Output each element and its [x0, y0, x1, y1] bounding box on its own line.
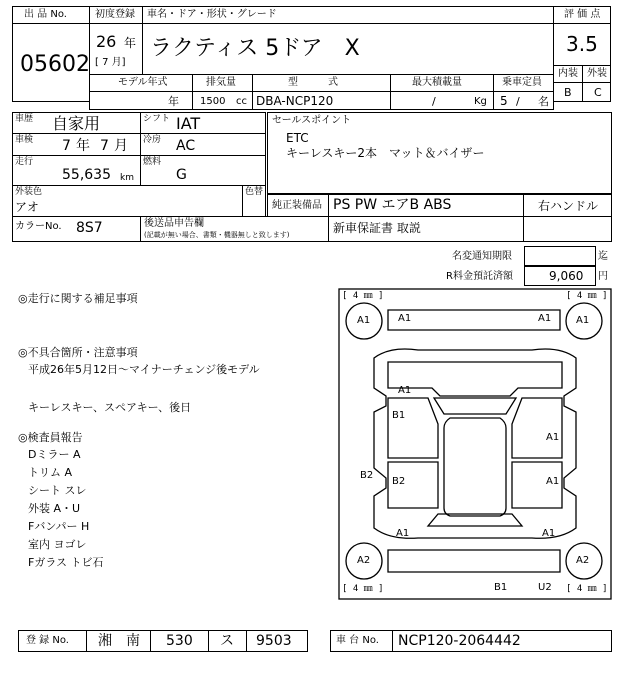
mark-front-bumper-left: A1 — [398, 313, 412, 324]
rear-bumper-shape — [388, 550, 560, 572]
factory-equip-value: PS PW エアB ABS — [333, 197, 452, 213]
mark-rear-left: A1 — [396, 528, 410, 539]
max-load-unit: Kg — [474, 96, 487, 107]
inspection-label: 車検 — [15, 135, 34, 145]
defects-title: ◎不具合箇所・注意事項 — [18, 346, 138, 359]
plate-number: 9503 — [256, 633, 292, 649]
mark-rear-bumper-u: U2 — [538, 582, 552, 593]
color-change-label: 色替 — [245, 187, 264, 197]
chassis-label: 車 台 No. — [336, 635, 379, 646]
mark-wheel-front-right: A1 — [576, 315, 590, 326]
plate-label: 登 録 No. — [26, 635, 69, 646]
displacement-label: 排気量 — [206, 77, 236, 88]
odo-change-field — [524, 246, 596, 266]
recycle-label: R料金預託済額 — [446, 271, 513, 282]
max-load-label: 最大積載量 — [412, 77, 462, 88]
shift-value: IAT — [176, 114, 201, 133]
plate-class: 530 — [166, 633, 193, 649]
car-body-outline — [374, 349, 576, 538]
sales-point-line2: キーレスキー2本 マット＆バイザー — [286, 146, 485, 160]
inspector-line: 外装 A・U — [28, 502, 81, 515]
capacity-label: 乗車定員 — [502, 77, 542, 88]
inspector-title: ◎検査員報告 — [18, 431, 83, 444]
factory-equip-label: 純正装備品 — [272, 200, 322, 211]
mark-rear-left-door: B2 — [392, 476, 406, 487]
capacity-unit: 名 — [538, 95, 549, 108]
inspection-year: 7 — [62, 138, 71, 154]
exterior-label: 外装 — [587, 68, 607, 79]
plate-region: 湘 南 — [98, 633, 140, 649]
year-unit: 年 — [124, 36, 137, 50]
mark-rear-right: A1 — [542, 528, 556, 539]
displacement-unit: cc — [236, 96, 247, 107]
chassis-number: NCP120-2064442 — [398, 633, 521, 649]
mark-front-left-door: B1 — [392, 410, 406, 421]
capacity-value: 5 — [500, 94, 508, 108]
interior-grade: B — [564, 86, 572, 99]
score-value: 3.5 — [566, 32, 598, 56]
exterior-grade: C — [594, 86, 602, 99]
mark-wheel-rear-right: A2 — [576, 555, 590, 566]
hood-shape — [388, 362, 562, 396]
fuel-label: 燃料 — [143, 157, 162, 167]
lot-number: 05602 — [20, 52, 90, 77]
inspector-line: Dミラー A — [28, 448, 81, 461]
type-value: DBA-NCP120 — [256, 94, 334, 108]
history-value: 自家用 — [52, 114, 101, 133]
warranty-docs: 新車保証書 取説 — [333, 221, 421, 235]
inspection-month: 7 — [100, 138, 109, 154]
door-front-left-shape — [388, 398, 438, 458]
roof-shape — [444, 418, 506, 516]
car-damage-diagram — [338, 288, 612, 600]
aftermarket-label: 後送品申告欄 — [144, 218, 204, 229]
tire-tread-bottom-right: [ 4 ㎜ ] — [566, 584, 608, 594]
ext-color-value: アオ — [15, 200, 39, 214]
shift-label: シフト — [143, 114, 171, 124]
ac-value: AC — [176, 138, 196, 154]
recycle-unit: 円 — [598, 271, 608, 282]
model-grade-label: 車名・ドア・形状・グレード — [147, 9, 277, 20]
mark-right-front-door: A1 — [546, 432, 560, 443]
first-reg-label: 初度登録 — [95, 9, 135, 20]
handle-side: 右ハンドル — [538, 199, 599, 213]
color-no-value: 8S7 — [76, 220, 103, 236]
windshield-shape — [434, 398, 516, 414]
mark-hood-left: A1 — [398, 385, 412, 396]
mark-front-bumper-right: A1 — [538, 313, 552, 324]
history-label: 車歴 — [15, 114, 34, 124]
odo-change-label: 名変通知期限 — [452, 251, 512, 262]
model-year-value: 年 — [168, 95, 179, 108]
history-box — [12, 112, 266, 186]
inspector-line: Fガラス トビ石 — [28, 556, 104, 569]
inspector-line: 室内 ヨゴレ — [28, 538, 87, 551]
door-front-right-shape — [512, 398, 562, 458]
mark-wheel-front-left: A1 — [357, 315, 371, 326]
defects-line1: 平成26年5月12日～マイナーチェンジ後モデル — [28, 363, 260, 376]
mark-rear-bumper-b: B1 — [494, 582, 508, 593]
first-reg-month: [ 7 月] — [95, 57, 126, 68]
aftermarket-note: (記載が無い場合、書類・機器無しと致します) — [144, 231, 290, 239]
fuel-value: G — [176, 167, 187, 183]
mileage-unit: km — [120, 173, 134, 183]
inspection-month-unit: 月 — [114, 138, 128, 154]
displacement-value: 1500 — [200, 96, 226, 107]
interior-label: 内装 — [558, 68, 578, 79]
tire-tread-top-left: [ 4 ㎜ ] — [342, 291, 384, 301]
score-label: 評 価 点 — [564, 9, 601, 20]
max-load-value: / — [432, 95, 436, 108]
mark-right-rear-door: A1 — [546, 476, 560, 487]
recycle-value: 9,060 — [549, 269, 584, 283]
tire-tread-bottom-left: [ 4 ㎜ ] — [342, 584, 384, 594]
ac-label: 冷房 — [143, 135, 162, 145]
inspection-year-unit: 年 — [76, 138, 90, 154]
mileage-notes-title: ◎走行に関する補足事項 — [18, 292, 138, 305]
ext-color-label: 外装色 — [15, 187, 43, 197]
defects-line2: キーレスキー、スペアキー、後日 — [28, 401, 192, 414]
car-name: ラクティス 5ドア X — [150, 36, 360, 61]
front-bumper-shape — [388, 310, 560, 330]
inspector-line: シート スレ — [28, 484, 87, 497]
sales-point-line1: ETC — [286, 131, 309, 145]
tire-tread-top-right: [ 4 ㎜ ] — [566, 291, 608, 301]
sales-point-label: セールスポイント — [272, 115, 352, 126]
mileage-label: 走行 — [15, 157, 34, 167]
type-label: 型 式 — [288, 77, 338, 88]
lot-label: 出 品 No. — [24, 9, 67, 20]
capacity-sep: / — [516, 95, 520, 108]
mark-wheel-rear-left: A2 — [357, 555, 371, 566]
mileage-value: 55,635 — [62, 167, 111, 183]
model-year-label: モデル年式 — [118, 77, 168, 88]
plate-kana: ス — [220, 633, 234, 649]
first-reg-year: 26 — [96, 32, 117, 51]
inspector-line: Fバンパー H — [28, 520, 90, 533]
ext-color-box — [12, 185, 266, 217]
inspector-line: トリム A — [28, 466, 73, 479]
odo-change-unit: 迄 — [598, 251, 608, 262]
color-no-label: カラーNo. — [15, 221, 62, 232]
mark-left-quarter: B2 — [360, 470, 374, 481]
